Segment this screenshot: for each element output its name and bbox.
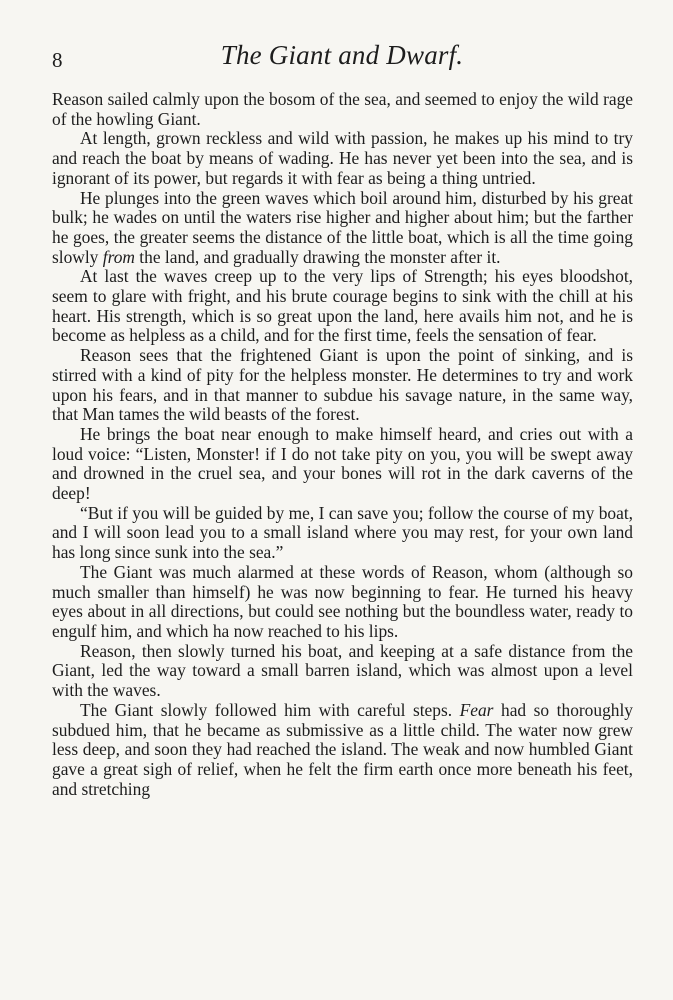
italic-text-run: Fear — [459, 699, 494, 720]
paragraph — [52, 346, 633, 425]
paragraph — [52, 90, 633, 129]
paragraph — [52, 425, 633, 504]
paragraph — [52, 189, 633, 268]
text-run: He plunges into the green waves which boil around him, disturbed by his great bulk; he wades on until the waters rise higher and higher about him; but the farther he goes, the greater seems the distance of the little boat, which is all the time going slowly — [52, 187, 633, 267]
body-text — [52, 90, 633, 799]
paragraph — [52, 563, 633, 642]
paragraph — [52, 129, 633, 188]
text-run: “But if you will be guided by me, I can save you; follow the course of my boat, and I will soon lead you to a small island where you may rest, for your own land has long since sunk into the sea.” — [52, 502, 633, 563]
paragraph — [52, 504, 633, 563]
page-header — [52, 40, 632, 80]
text-run: had so thoroughly subdued him, that he became as submissive as a little child. The water now grew less deep, and soon they had reached the island. The weak and now humbled Giant gave a great sigh of relief, when he felt the firm earth once more beneath his feet, and stretching — [52, 699, 633, 799]
italic-text-run: from — [102, 246, 135, 267]
text-run: The Giant was much alarmed at these words of Reason, whom (although so much smaller than himself) he was now beginning to fear. He turned his heavy eyes about in all directions, but could see nothing but the boundless water, ready to engulf him, and which ha now reached to his lips. — [52, 561, 633, 641]
page-number: 8 — [52, 48, 63, 72]
text-run: Reason sees that the frightened Giant is upon the point of sinking, and is stirred with a kind of pity for the helpless monster. He determines to try and work upon his fears, and in that manner to subdue his savage nature, in the same way, that Man tames the wild beasts of the forest. — [52, 345, 633, 425]
text-run: The Giant slowly followed him with careful steps. — [80, 699, 460, 720]
text-run: At last the waves creep up to the very lips of Strength; his eyes bloodshot, seem to glare with fright, and his brute courage begins to sink with the chill at his heart. His strength, which is so great upon the land, here avails him not, and he is become as helpless as a child, and for the first time, feels the sensation of fear. — [52, 266, 633, 346]
text-run: Reason, then slowly turned his boat, and keeping at a safe distance from the Giant, led the way toward a small barren island, which was almost upon a level with the waves. — [52, 640, 633, 701]
text-run: He brings the boat near enough to make himself heard, and cries out with a loud voice: “Listen, Monster! if I do not take pity on you, you will be swept away and drowned in the cruel sea, and your bones will rot in the dark caverns of the deep! — [52, 423, 633, 504]
paragraph — [52, 642, 633, 701]
text-run: Reason sailed calmly upon the bosom of the sea, and seemed to enjoy the wild rage of the howling Giant. — [52, 89, 633, 129]
running-title: The Giant and Dwarf. — [220, 40, 464, 70]
paragraph — [52, 701, 633, 800]
text-run: the land, and gradually drawing the monster after it. — [134, 246, 501, 267]
paragraph — [52, 267, 633, 346]
text-run: At length, grown reckless and wild with passion, he makes up his mind to try and reach the boat by means of wading. He has never yet been into the sea, and is ignorant of its power, but regards it with fear as being a thing untried. — [52, 128, 633, 188]
